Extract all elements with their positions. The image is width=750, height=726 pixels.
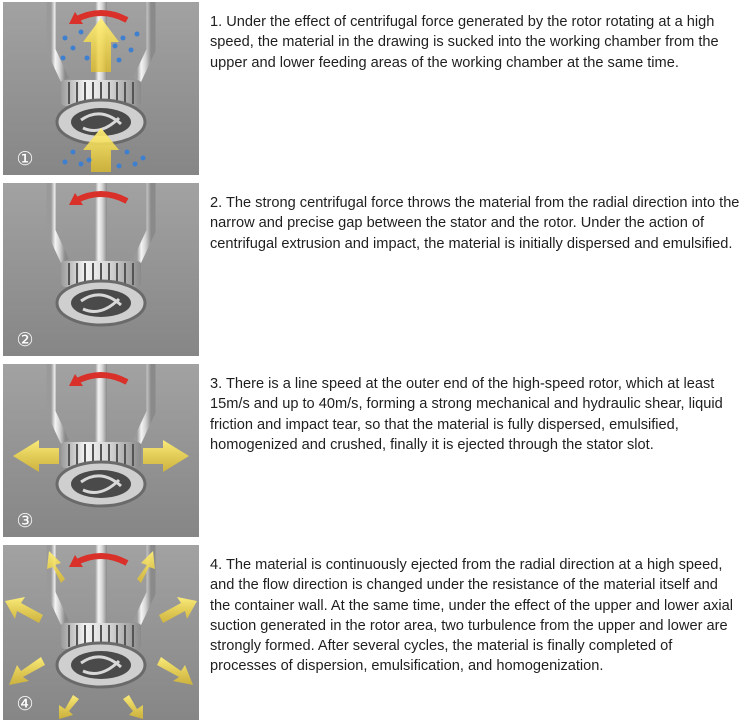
rotor-stator-illustration: [3, 183, 199, 356]
step-4-description: 4. The material is continuously ejected from the radial direction at a high speed, and the flow direction is changed under the resistance of the material itself and the container wall. At the same time, under the effect of the upper and lower axial suction generated in the rotor area, two turbulence from the upper and lower are strongly formed. After several cycles, the material is finally completed of processes of dispersion, emulsification, and homogenization.: [210, 557, 733, 675]
step-badge: ①: [16, 148, 34, 170]
rotor-stator-illustration: [3, 545, 199, 720]
rotor-stator-illustration: [3, 2, 199, 175]
step-1: [0, 2, 750, 176]
rotor-stator-illustration: [3, 364, 199, 537]
step-1-illustration: [3, 2, 199, 175]
step-4-illustration: [3, 545, 199, 720]
step-2-illustration: [3, 183, 199, 356]
step-badge: ④: [16, 693, 34, 715]
step-badge: ②: [16, 329, 34, 351]
step-3: [0, 364, 750, 538]
step-badge: ③: [16, 510, 34, 532]
step-4: [0, 545, 750, 721]
step-3-illustration: [3, 364, 199, 537]
step-2-description: 2. The strong centrifugal force throws the material from the radial direction into the narrow and precise gap between the stator and the rotor. Under the action of centrifugal extrusion and impact, the material is initially dispersed and emulsified.: [210, 195, 740, 252]
step-3-description: 3. There is a line speed at the outer end of the high-speed rotor, which at least 15m/s and up to 40m/s, forming a strong mechanical and hydraulic shear, liquid friction and impact tear, so that the material is fully dispersed, emulsified, homogenized and crushed, finally it is ejected through the stator slot.: [210, 376, 723, 453]
step-2: [0, 183, 750, 357]
step-1-description: 1. Under the effect of centrifugal force generated by the rotor rotating at a high speed, the material in the drawing is sucked into the working chamber from the upper and lower feeding areas of the working chamber at the same time.: [210, 14, 719, 71]
